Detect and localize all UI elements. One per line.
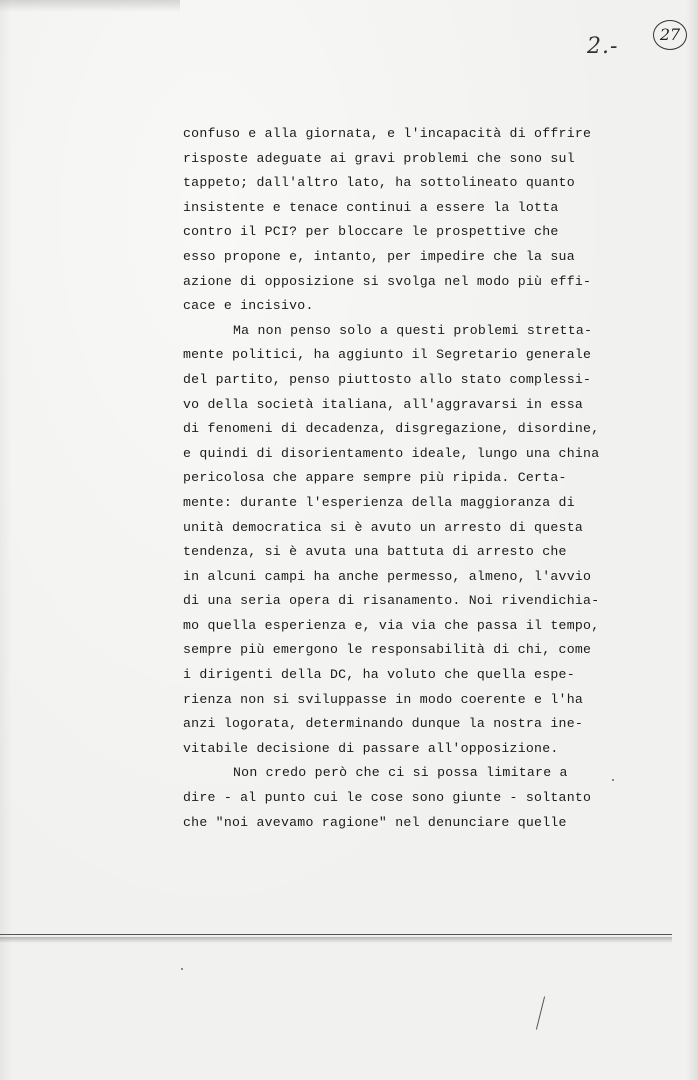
pencil-mark <box>536 996 545 1029</box>
text-line: di una seria opera di risanamento. Noi rivendichia- <box>183 593 600 609</box>
text-line: di fenomeni di decadenza, disgregazione, disordine, <box>183 421 600 437</box>
text-line: Ma non penso solo a questi problemi stretta- <box>233 322 593 338</box>
text-line: sempre più emergono le responsabilità di chi, come <box>183 642 592 658</box>
text-line: rienza non si sviluppasse in modo coerente e l'ha <box>183 691 584 707</box>
typewritten-text <box>183 122 643 835</box>
text-line: i dirigenti della DC, ha voluto che quella espe- <box>183 667 575 683</box>
text-line: dire - al punto cui le cose sono giunte - soltanto <box>183 790 592 806</box>
text-line: tappeto; dall'altro lato, ha sottolineato quanto <box>183 175 575 191</box>
text-line: risposte adeguate ai gravi problemi che sono sul <box>183 150 575 166</box>
text-line: mente: durante l'esperienza della maggioranza di <box>183 494 575 510</box>
text-line: azione di opposizione si svolga nel modo più effi- <box>183 273 592 289</box>
page-stamp: 27 <box>653 20 687 50</box>
text-line: in alcuni campi ha anche permesso, almeno, l'avvio <box>183 568 592 584</box>
text-line: unità democratica si è avuto un arresto di questa <box>183 519 584 535</box>
page-fold-shadow <box>0 937 672 943</box>
text-line: mo quella esperienza e, via via che passa il tempo, <box>183 617 600 633</box>
text-line: vo della società italiana, all'aggravarsi in essa <box>183 396 584 412</box>
text-line: contro il PCI? per bloccare le prospettive che <box>183 224 559 240</box>
text-line: che "noi avevamo ragione" nel denunciare quelle <box>183 814 567 830</box>
text-line: insistente e tenace continui a essere la lotta <box>183 199 559 215</box>
text-line: pericolosa che appare sempre più ripida. Certa- <box>183 470 567 486</box>
text-line: cace e incisivo. <box>183 298 314 314</box>
speck-mark <box>612 779 614 781</box>
text-line: tendenza, si è avuta una battuta di arresto che <box>183 544 567 560</box>
scan-smudge <box>0 0 180 12</box>
page-number: 2.- <box>587 34 619 59</box>
text-line: del partito, penso piuttosto allo stato complessi- <box>183 371 592 387</box>
speck-mark <box>181 968 183 970</box>
text-line: mente politici, ha aggiunto il Segretario generale <box>183 347 592 363</box>
text-line: e quindi di disorientamento ideale, lungo una china <box>183 445 600 461</box>
page-fold-line <box>0 934 672 935</box>
text-line: anzi logorata, determinando dunque la nostra ine- <box>183 716 584 732</box>
text-line: esso propone e, intanto, per impedire che la sua <box>183 248 575 264</box>
text-line: confuso e alla giornata, e l'incapacità di offrire <box>183 126 592 141</box>
text-line: vitabile decisione di passare all'opposizione. <box>183 740 559 756</box>
text-line: Non credo però che ci si possa limitare a <box>233 765 568 781</box>
